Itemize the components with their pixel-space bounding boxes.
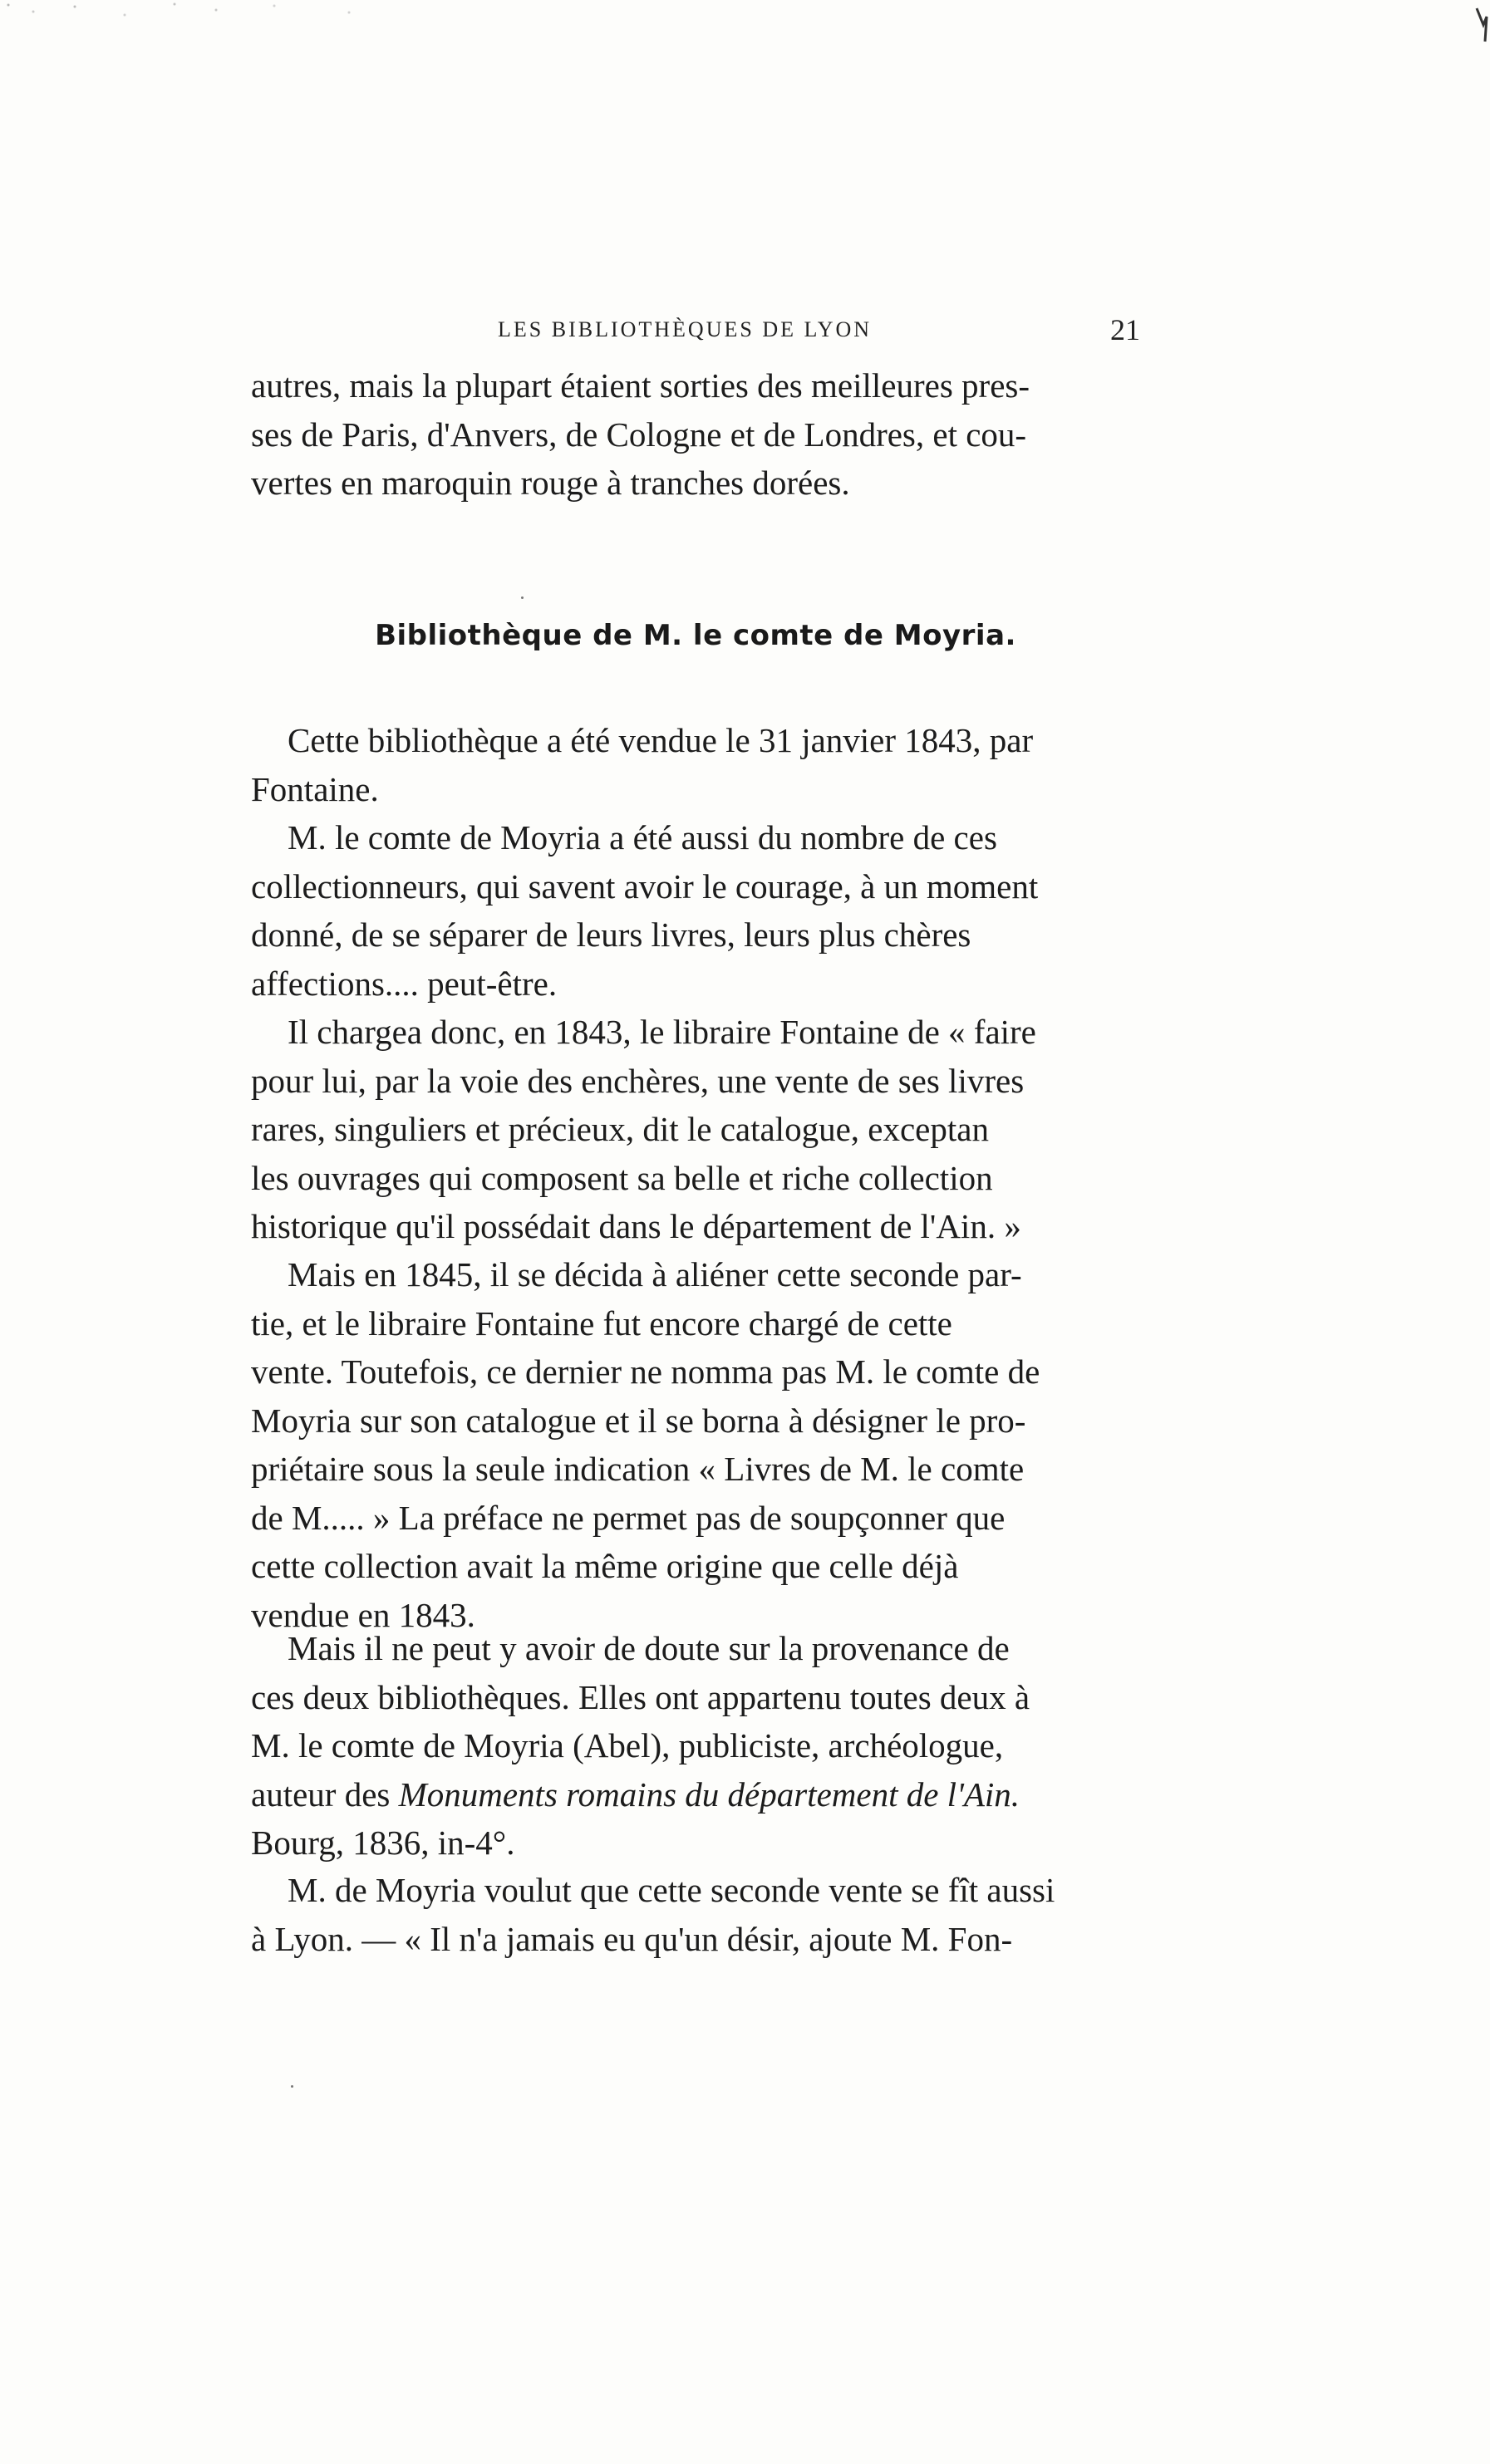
text-line: M. de Moyria voulut que cette seconde vente se fît aussi	[288, 1871, 1055, 1909]
page-edge-mark	[1475, 0, 1490, 58]
text-line: vente. Toutefois, ce dernier ne nomma pas M. le comte de	[251, 1352, 1040, 1391]
page-number: 21	[1110, 313, 1140, 346]
text-line: donné, de se séparer de leurs livres, leurs plus chères	[251, 915, 971, 954]
paragraph-5	[251, 1624, 1140, 1868]
text-line: rares, singuliers et précieux, dit le catalogue, exceptan	[251, 1110, 989, 1148]
text-line: à Lyon. — « Il n'a jamais eu qu'un désir, ajoute M. Fon-	[251, 1919, 1013, 1958]
text-line: Moyria sur son catalogue et il se borna à désigner le pro-	[251, 1401, 1026, 1440]
paragraph-3	[251, 1008, 1140, 1251]
paragraph-6	[251, 1866, 1140, 1963]
text-line: de M..... » La préface ne permet pas de soupçonner que	[251, 1498, 1006, 1537]
text-line: M. le comte de Moyria (Abel), publiciste, archéologue,	[251, 1726, 1004, 1765]
text-line: Il chargea donc, en 1843, le libraire Fontaine de « faire	[288, 1013, 1036, 1051]
text-line: pour lui, par la voie des enchères, une vente de ses livres	[251, 1061, 1025, 1100]
intro-paragraph	[251, 361, 1140, 508]
book-title: Monuments romains du département de l'Ain.	[398, 1774, 1020, 1814]
text-line: priétaire sous la seule indication « Livres de M. le comte	[251, 1450, 1025, 1488]
scan-noise	[0, 0, 582, 25]
text-line: les ouvrages qui composent sa belle et riche collection	[251, 1158, 993, 1197]
running-head	[251, 313, 1140, 351]
section-heading: Bibliothèque de M. le comte de Moyria.	[375, 619, 1016, 652]
scan-speck	[521, 596, 524, 599]
text-fragment: auteur des	[251, 1774, 399, 1814]
paragraph-1	[251, 716, 1140, 813]
text-line: vertes en maroquin rouge à tranches dorées.	[251, 464, 850, 502]
paragraph-4	[251, 1250, 1140, 1639]
text-line: cette collection avait la même origine que celle déjà	[251, 1547, 959, 1585]
text-line: M. le comte de Moyria a été aussi du nombre de ces	[288, 818, 997, 857]
text-line: tie, et le libraire Fontaine fut encore chargé de cette	[251, 1303, 952, 1342]
scan-speck	[291, 2085, 293, 2088]
text-line: Mais il ne peut y avoir de doute sur la provenance de	[288, 1629, 1010, 1667]
paragraph-2	[251, 813, 1140, 1008]
text-line: Cette bibliothèque a été vendue le 31 janvier 1843, par	[288, 721, 1034, 759]
text-line: Mais en 1845, il se décida à aliéner cette seconde par-	[288, 1255, 1022, 1293]
running-title: LES BIBLIOTHÈQUES DE LYON	[498, 317, 873, 341]
text-line: affections.... peut-être.	[251, 964, 558, 1003]
text-line: autres, mais la plupart étaient sorties des meilleures pres-	[251, 366, 1030, 405]
text-line: collectionneurs, qui savent avoir le courage, à un moment	[251, 866, 1039, 906]
text-line: vendue en 1843.	[251, 1595, 475, 1634]
text-line: historique qu'il possédait dans le département de l'Ain. »	[251, 1207, 1021, 1245]
text-line: Fontaine.	[251, 769, 379, 808]
text-line: Bourg, 1836, in-4°.	[251, 1823, 515, 1862]
text-line: ces deux bibliothèques. Elles ont appartenu toutes deux à	[251, 1677, 1030, 1716]
text-line: ses de Paris, d'Anvers, de Cologne et de Londres, et cou-	[251, 415, 1027, 454]
text-line-with-title	[251, 1770, 1140, 1819]
